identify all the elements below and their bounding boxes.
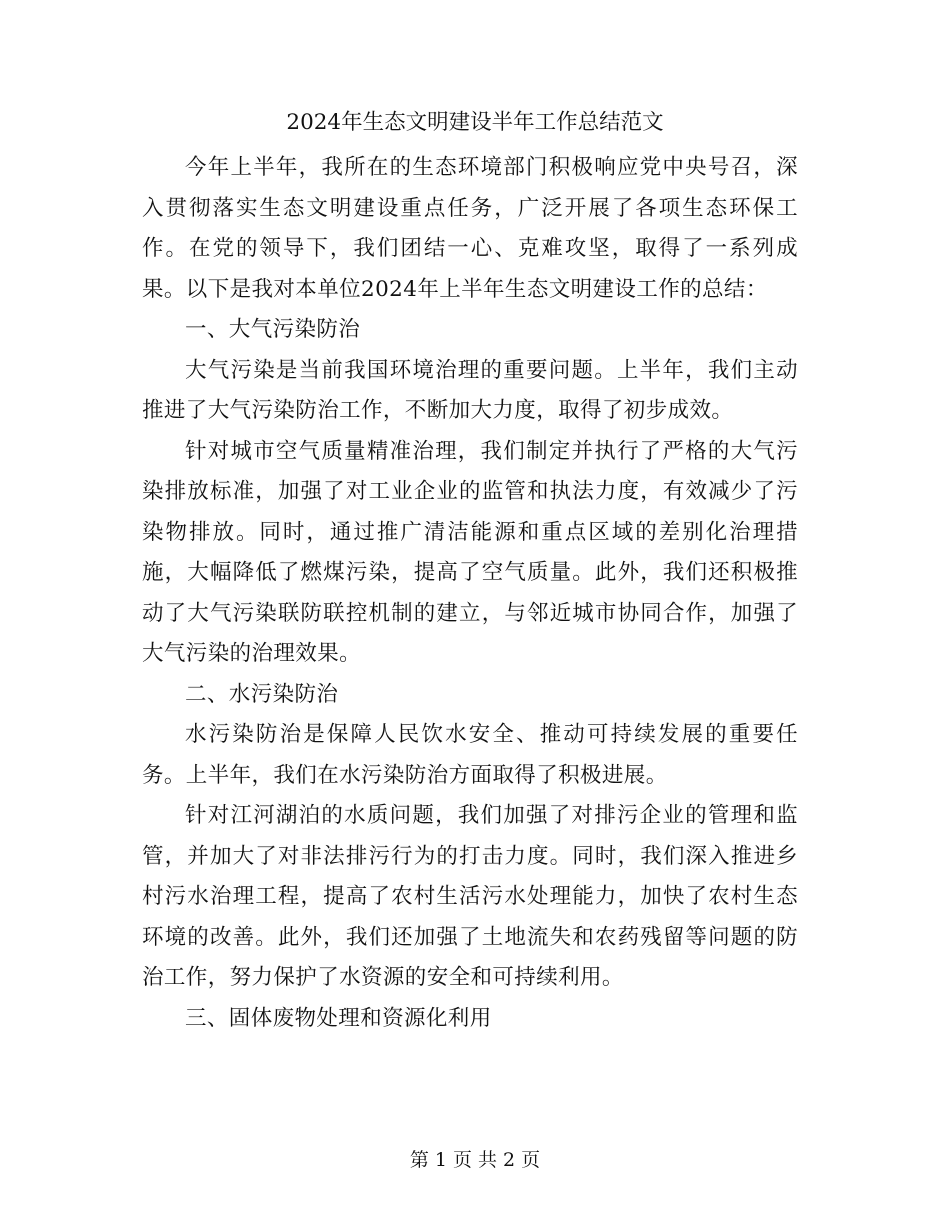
section-heading-solid-waste: 三、固体废物处理和资源化利用	[185, 1005, 492, 1031]
section-heading-water-pollution: 二、水污染防治	[185, 681, 339, 707]
section-heading-air-pollution: 一、大气污染防治	[185, 317, 361, 342]
page-number-footer: 第 1 页 共 2 页	[409, 1149, 541, 1171]
document-body	[142, 148, 798, 1039]
paragraph-water-overview: 水污染防治是保障人民饮水安全、推动可持续发展的重要任务。上半年，我们在水污染防治方面取得了积极进展。	[142, 722, 798, 788]
paragraph-air-overview: 大气污染是当前我国环境治理的重要问题。上半年，我们主动推进了大气污染防治工作，不断加大力度，取得了初步成效。	[142, 357, 798, 423]
paragraph-air-details: 针对城市空气质量精准治理，我们制定并执行了严格的大气污染排放标准，加强了对工业企业的监管和执法力度，有效减少了污染物排放。同时，通过推广清洁能源和重点区域的差别化治理措施，大幅降低了燃煤污染，提高了空气质量。此外，我们还积极推动了大气污染联防联控机制的建立，与邻近城市协同合作，加强了大气污染的治理效果。	[142, 438, 798, 666]
document-title: 2024年生态文明建设半年工作总结范文	[286, 110, 664, 135]
paragraph-intro: 今年上半年，我所在的生态环境部门积极响应党中央号召，深入贯彻落实生态文明建设重点任务，广泛开展了各项生态环保工作。在党的领导下，我们团结一心、克难攻坚，取得了一系列成果。以下是我对本单位2024年上半年生态文明建设工作的总结：	[142, 155, 798, 302]
paragraph-water-details: 针对江河湖泊的水质问题，我们加强了对排污企业的管理和监管，并加大了对非法排污行为的打击力度。同时，我们深入推进乡村污水治理工程，提高了农村生活污水处理能力，加快了农村生态环境的改善。此外，我们还加强了土地流失和农药残留等问题的防治工作，努力保护了水资源的安全和可持续利用。	[142, 803, 798, 990]
